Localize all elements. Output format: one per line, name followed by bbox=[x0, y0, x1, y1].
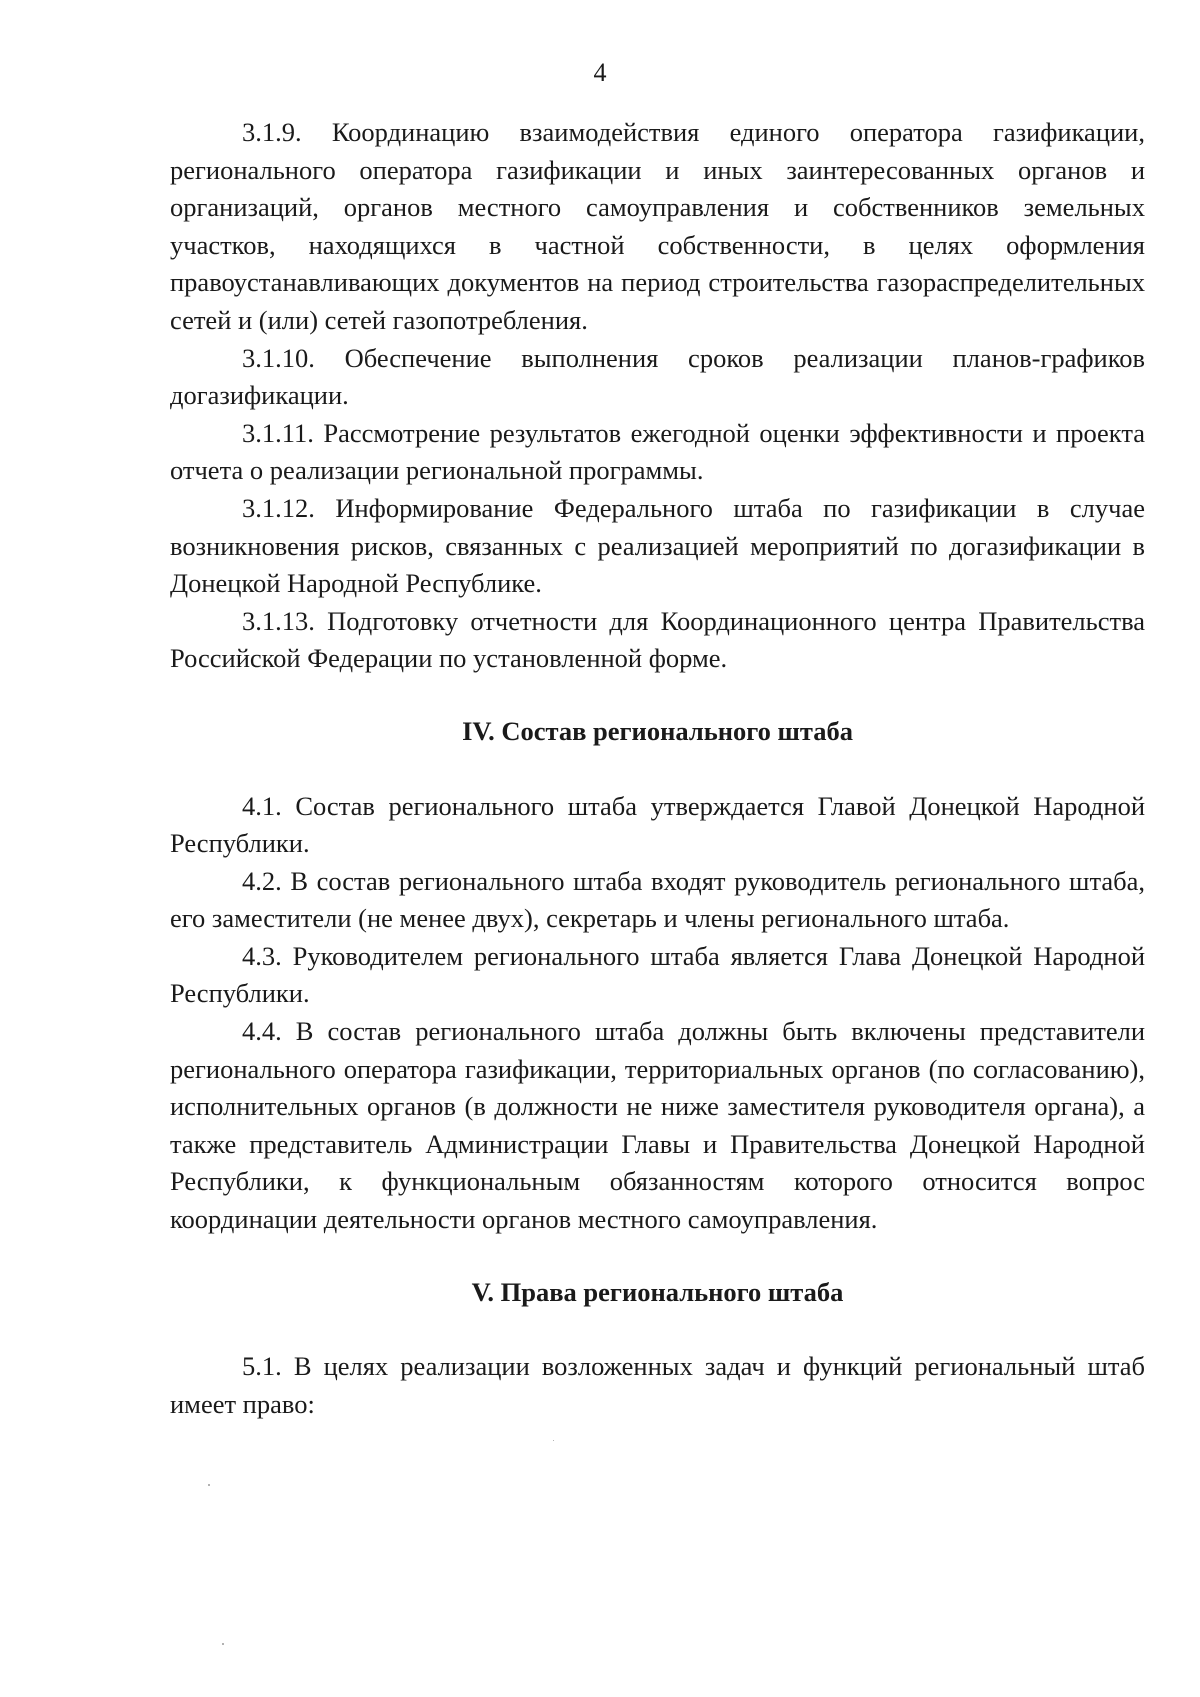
paragraph-3-1-11: 3.1.11. Рассмотрение результатов ежегодной оценки эффективности и проекта отчета о реализации региональной программы. bbox=[170, 417, 1145, 486]
paragraph-4-2: 4.2. В состав регионального штаба входят руководитель регионального штаба, его заместители (не менее двух), секретарь и члены регионального штаба. bbox=[170, 865, 1145, 934]
scan-speck bbox=[222, 1643, 224, 1645]
scan-speck bbox=[553, 1440, 554, 1441]
paragraph-4-3: 4.3. Руководителем регионального штаба является Глава Донецкой Народной Республики. bbox=[170, 940, 1145, 1009]
section-v-heading: V. Права регионального штаба bbox=[471, 1276, 844, 1307]
page-number: 4 bbox=[593, 58, 607, 87]
scan-speck bbox=[208, 1484, 210, 1486]
paragraph-3-1-9: 3.1.9. Координацию взаимодействия единого оператора газификации, регионального оператора газификации и иных заинтересованных органов и организаций, органов местного самоуправления и собственников земельных участков, находящихся в частной собственности, в целях оформления правоустанавливающих документов на период строительства газораспределительных сетей и (или) сетей газопотребления. bbox=[170, 117, 1145, 335]
paragraph-3-1-13: 3.1.13. Подготовку отчетности для Координационного центра Правительства Российской Федерации по установленной форме. bbox=[170, 605, 1145, 674]
paragraph-4-4: 4.4. В состав регионального штаба должны быть включены представители регионального оператора газификации, территориальных органов (по согласованию), исполнительных органов (в должности не ниже заместителя руководителя органа), а также представитель Администрации Главы и Правительства Донецкой Народной Республики, к функциональным обязанностям которого относится вопрос координации деятельности органов местного самоуправления. bbox=[170, 1016, 1145, 1235]
section-iv-heading: IV. Состав регионального штаба bbox=[462, 715, 853, 746]
paragraph-5-1: 5.1. В целях реализации возложенных задач и функций региональный штаб имеет право: bbox=[170, 1351, 1145, 1419]
paragraph-3-1-12: 3.1.12. Информирование Федерального штаба по газификации в случае возникновения рисков, связанных с реализацией мероприятий по догазификации в Донецкой Народной Республике. bbox=[170, 492, 1145, 599]
document-body bbox=[170, 114, 1145, 1423]
paragraph-4-1: 4.1. Состав регионального штаба утверждается Главой Донецкой Народной Республики. bbox=[170, 790, 1145, 859]
paragraph-3-1-10: 3.1.10. Обеспечение выполнения сроков реализации планов-графиков догазификации. bbox=[170, 342, 1145, 411]
